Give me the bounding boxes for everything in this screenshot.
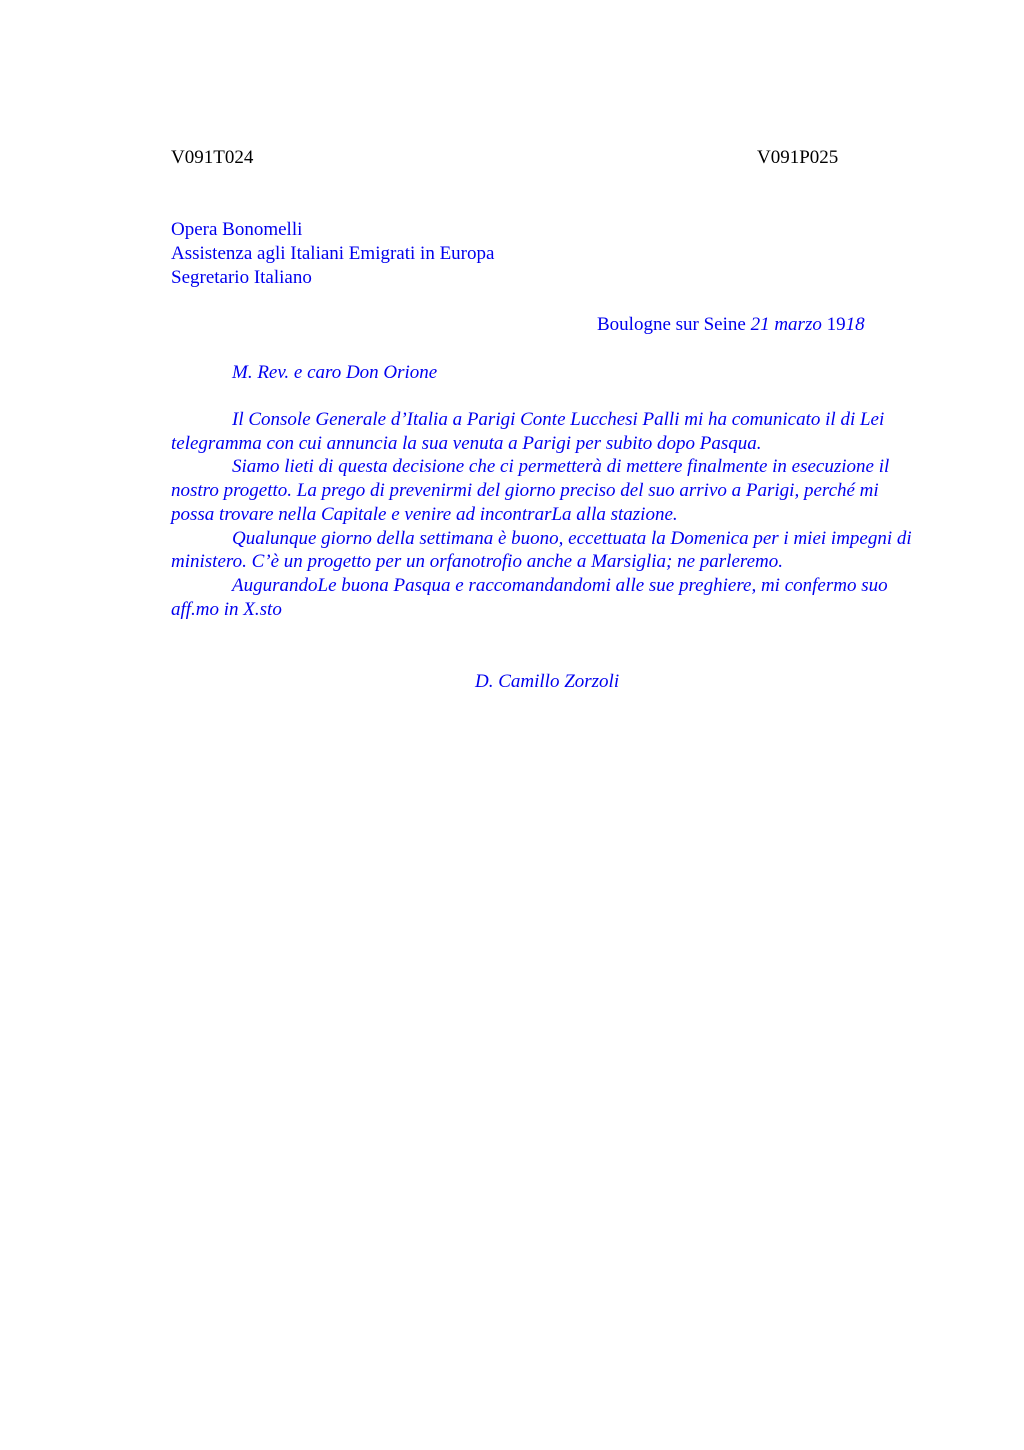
document-code-left: V091T024	[171, 147, 254, 168]
letterhead-subtitle: Assistenza agli Italiani Emigrati in Europa	[171, 243, 495, 264]
dateline-date: 21 marzo	[750, 314, 822, 335]
letter-body	[171, 408, 916, 621]
dateline-place: Boulogne sur Seine	[597, 314, 746, 335]
body-paragraph: Siamo lieti di questa decisione che ci permetterà di mettere finalmente in esecuzione il nostro progetto. La prego di prevenirmi del giorno preciso del suo arrivo a Parigi, perché mi possa trovare nella Capitale e venire ad incontrarLa alla stazione.	[171, 456, 890, 525]
body-paragraph: AugurandoLe buona Pasqua e raccomandandomi alle sue preghiere, mi confermo suo aff.mo in X.sto	[171, 574, 888, 620]
letterhead-office: Segretario Italiano	[171, 267, 312, 288]
body-paragraph: Qualunque giorno della settimana è buono, eccettuata la Domenica per i miei impegni di ministero. C’è un progetto per un orfanotrofio anche a Marsiglia; ne parleremo.	[171, 527, 912, 573]
dateline-year-prefix: 19	[826, 314, 846, 335]
document-code-right: V091P025	[757, 147, 839, 168]
salutation: M. Rev. e caro Don Orione	[232, 362, 438, 383]
signature: D. Camillo Zorzoli	[475, 671, 620, 692]
letterhead-organization: Opera Bonomelli	[171, 219, 303, 240]
dateline-year-suffix: 18	[845, 314, 865, 335]
dateline	[597, 313, 865, 337]
body-paragraph: Il Console Generale d’Italia a Parigi Conte Lucchesi Palli mi ha comunicato il di Lei telegramma con cui annuncia la sua venuta a Parigi per subito dopo Pasqua.	[171, 409, 885, 454]
letterhead	[171, 218, 494, 290]
